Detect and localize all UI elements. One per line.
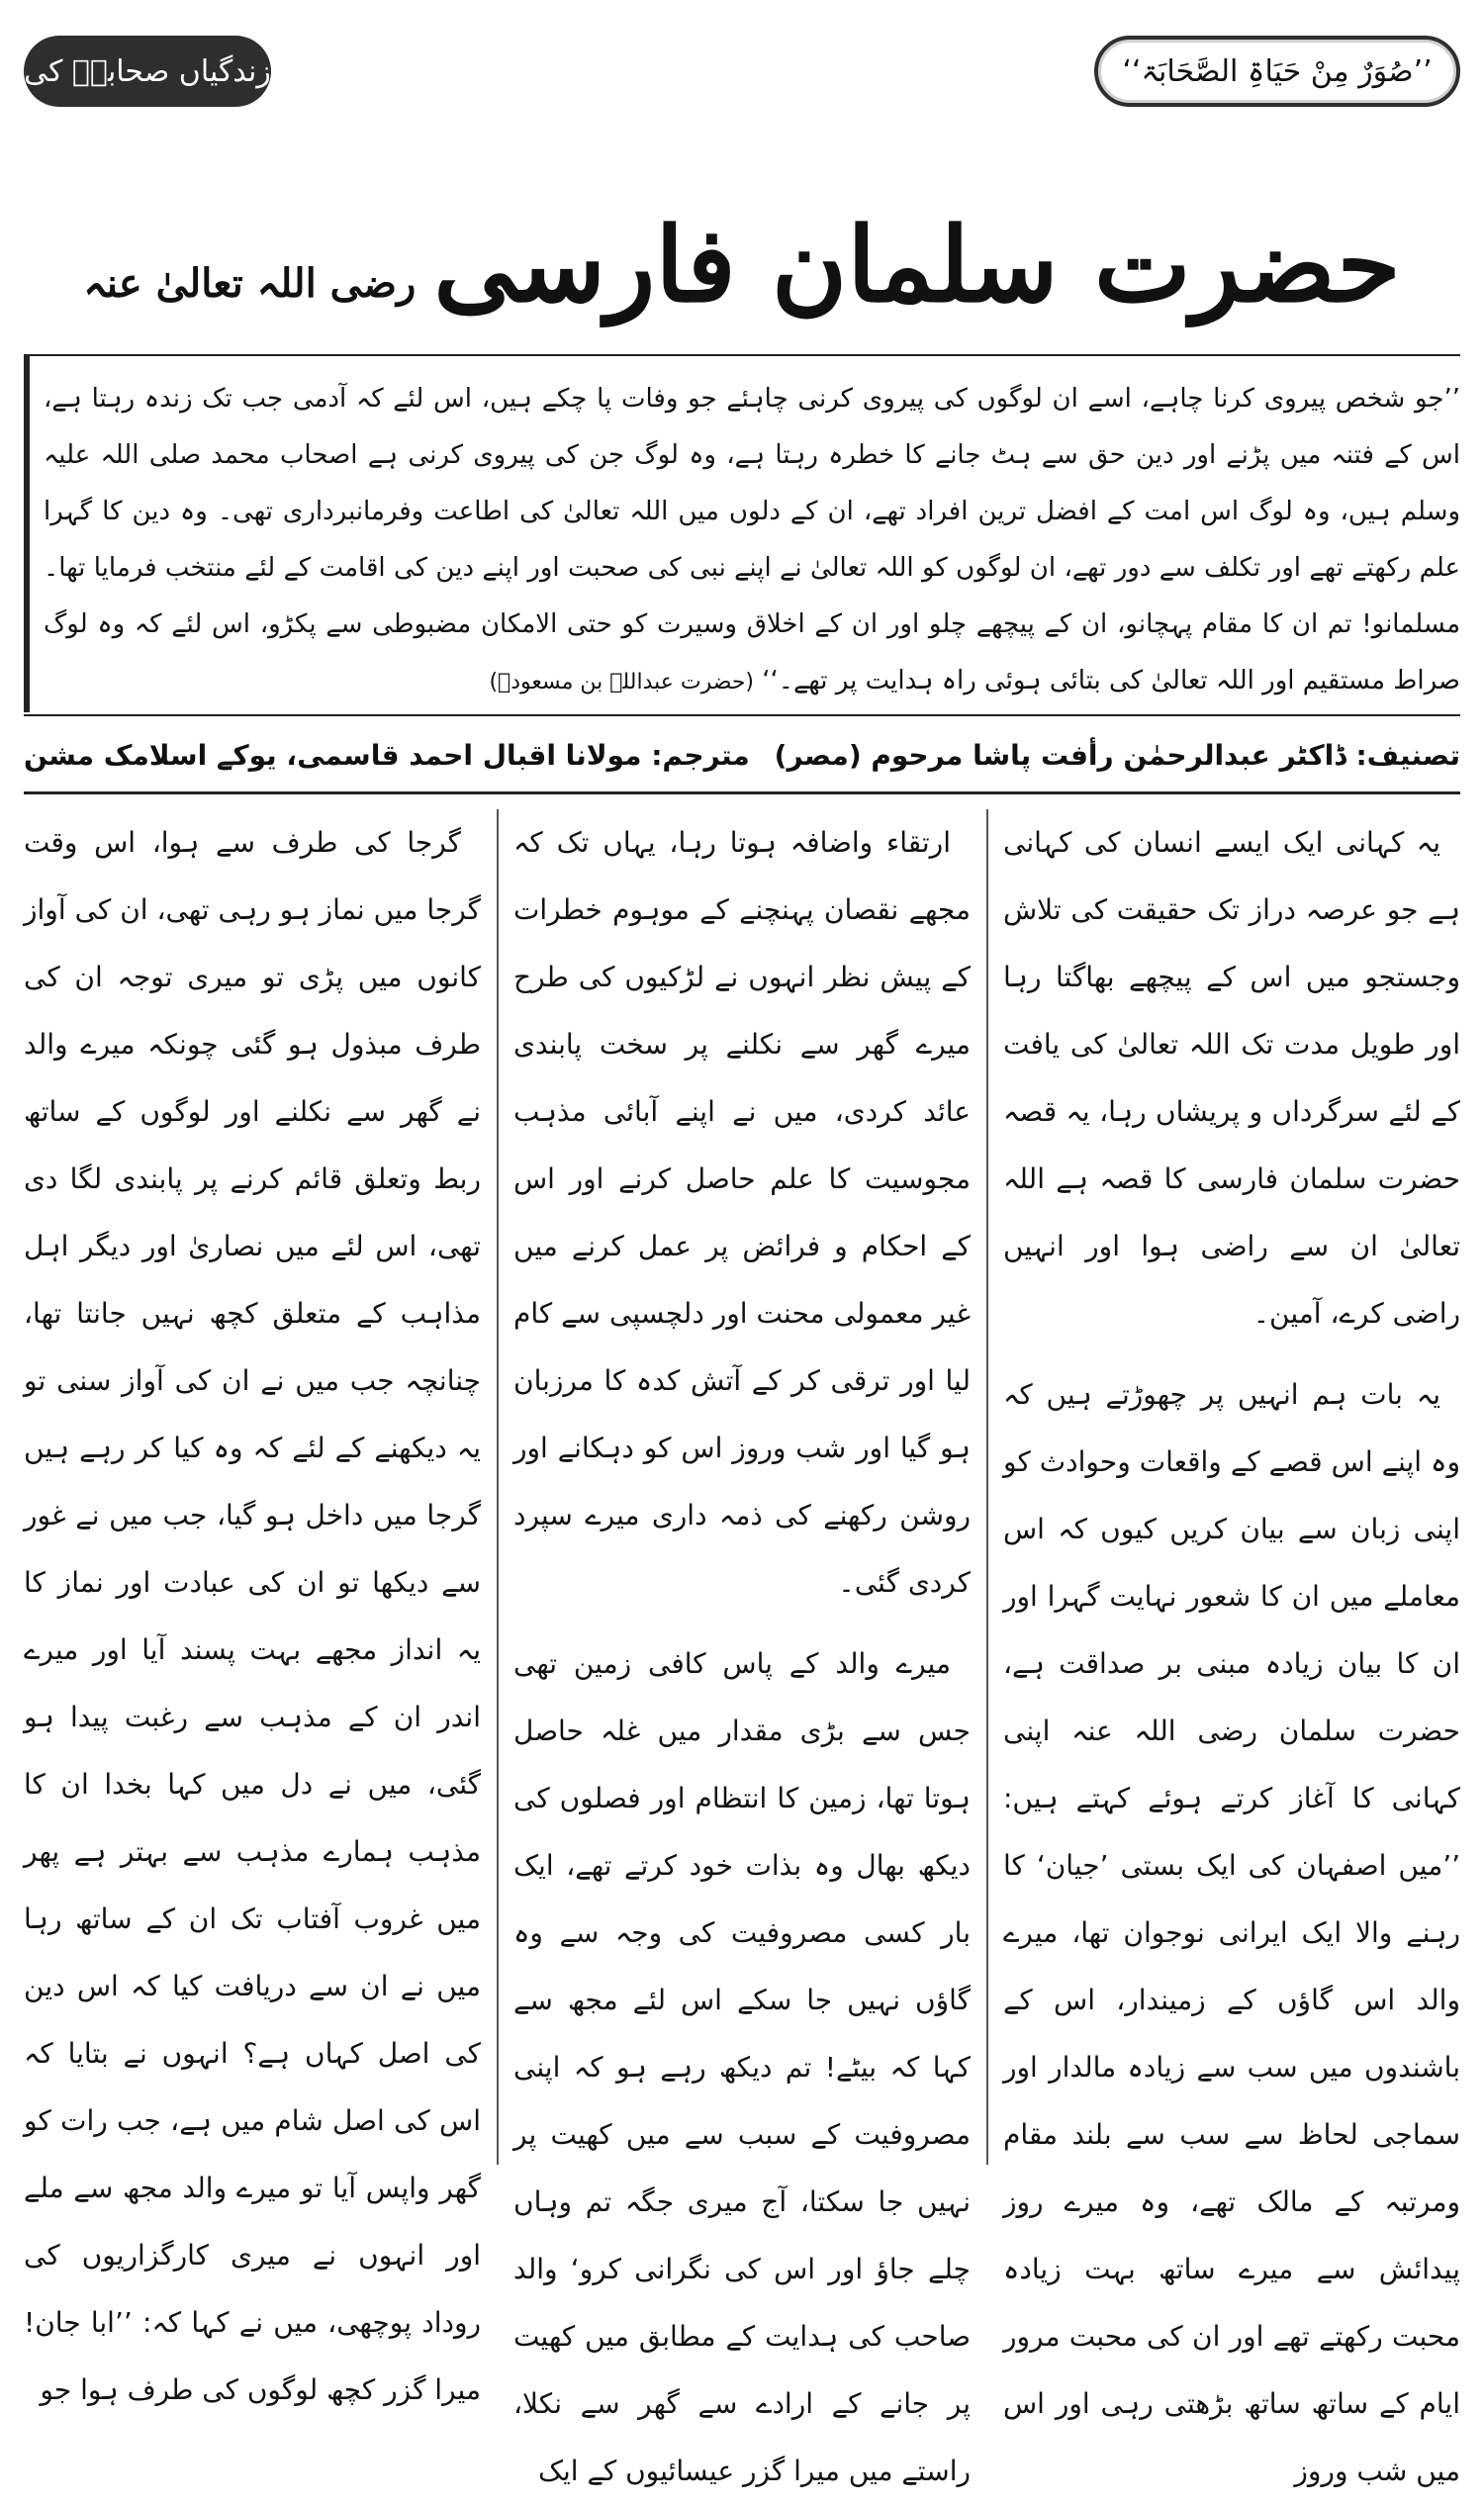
paragraph: یہ کہانی ایک ایسے انسان کی کہانی ہے جو عرصہ دراز تک حقیقت کی تلاش وجستجو میں اس کے پیچھے بھاگتا رہا اور طویل مدت تک اللہ تعالیٰ کی یافت کے لئے سرگرداں و پریشاں رہا، یہ قصہ حضرت سلمان فارسی کا قصہ ہے اللہ تعالیٰ ان سے راضی ہوا اور انہیں راضی کرے، آمین۔: [1003, 826, 1460, 1330]
title-honorific: رضی اللہ تعالیٰ عنہ: [83, 260, 417, 307]
series-badge-text: زندگیاں صحابہؓ کی: [24, 53, 271, 89]
credits-top-rule: [24, 714, 1460, 716]
quote-side-bar: [24, 354, 30, 712]
paragraph: یہ بات ہم انہیں پر چھوڑتے ہیں کہ وہ اپنے اس قصے کے واقعات وحوادث کو اپنی زبان سے بیان کریں کیوں کہ اس معاملے میں ان کا شعور نہایت گہرا اور ان کا بیان زیادہ مبنی بر صداقت ہے، حضرت سلمان رضی اللہ عنہ اپنی کہانی کا آغاز کرتے ہوئے کہتے ہیں: ’’میں اصفہان کی ایک بستی ’جیان‘ کا رہنے والا ایک ایرانی نوجوان تھا، میرے والد اس گاؤں کے زمیندار، اس کے باشندوں میں سب سے زیادہ مالدار اور سماجی لحاظ سے سب سے بلند مقام ومرتبہ کے مالک تھے، وہ میرے روز پیدائش سے میرے ساتھ بہت زیادہ محبت رکھتے تھے اور ان کی محبت مرور ایام کے ساتھ ساتھ بڑھتی رہی اور اس میں شب وروز: [1003, 1378, 1460, 2487]
author-credit: تصنیف: ڈاکٹر عبدالرحمٰن رأفت پاشا مرحوم (مصر): [774, 738, 1460, 772]
title-main: حضرت سلمان فارسی: [433, 204, 1401, 325]
translator-credit: مترجم: مولانا اقبال احمد قاسمی، یوکے اسلامک مشن: [24, 738, 750, 772]
column-middle: [513, 809, 971, 2487]
column-right: [1003, 809, 1460, 2487]
column-divider: [497, 809, 499, 2165]
series-badge: [24, 36, 271, 107]
quote-top-rule: [24, 354, 1460, 356]
column-divider: [986, 809, 988, 2165]
credits: [24, 730, 1460, 780]
quote-attribution: (حضرت عبداللہ بن مسعودؓ): [489, 670, 755, 695]
paragraph: میرے والد کے پاس کافی زمین تھی جس سے بڑی مقدار میں غلہ حاصل ہوتا تھا، زمین کا انتظام اور فصلوں کی دیکھ بھال وہ بذات خود کرتے تھے، ایک بار کسی مصروفیت کی وجہ سے وہ گاؤں نہیں جا سکے اس لئے مجھ سے کہا کہ بیٹے! تم دیکھ رہے ہو کہ اپنی مصروفیت کے سبب سے میں کھیت پر نہیں جا سکتا، آج میری جگہ تم وہاں چلے جاؤ اور اس کی نگرانی کرو‘ والد صاحب کی ہدایت کے مطابق میں کھیت پر جانے کے ارادے سے گھر سے نکلا، راستے میں میرا گزر عیسائیوں کے ایک: [513, 1647, 971, 2487]
quote-text: ’’جو شخص پیروی کرنا چاہے، اسے ان لوگوں کی پیروی کرنی چاہئے جو وفات پا چکے ہیں، اس لئے کہ آدمی جب تک زندہ رہتا ہے، اس کے فتنہ میں پڑنے اور دین حق سے ہٹ جانے کا خطرہ رہتا ہے، وہ لوگ جن کی پیروی کرنی ہے اصحاب محمد صلی اللہ علیہ وسلم ہیں، وہ لوگ اس امت کے افضل ترین افراد تھے، ان کے دلوں میں اللہ تعالیٰ کی اطاعت وفرمانبرداری تھی۔ وہ دین کا گہرا علم رکھتے تھے اور تکلف سے دور تھے، ان لوگوں کو اللہ تعالیٰ نے اپنے نبی کی صحبت اور اپنے دین کی اقامت کے لئے منتخب فرمایا تھا۔ مسلمانو! تم ان کا مقام پہچانو، ان کے پیچھے چلو اور ان کے اخلاق وسیرت کو حتی الامکان مضبوطی سے پکڑو، اس لئے کہ وہ لوگ صراط مستقیم اور اللہ تعالیٰ کی بتائی ہوئی راہ ہدایت پر تھے۔‘‘: [44, 384, 1460, 696]
credits-bottom-rule: [24, 791, 1460, 794]
column-left: [24, 809, 481, 2406]
paragraph: ارتقاء واضافہ ہوتا رہا، یہاں تک کہ مجھے نقصان پہنچنے کے موہوم خطرات کے پیش نظر انہوں نے لڑکیوں کی طرح میرے گھر سے نکلنے پر سخت پابندی عائد کردی، میں نے اپنے آبائی مذہب مجوسیت کا علم حاصل کرنے اور اس کے احکام و فرائض پر عمل کرنے میں غیر معمولی محنت اور دلچسپی سے کام لیا اور ترقی کر کے آتش کدہ کا مرزبان ہو گیا اور شب وروز اس کو دہکانے اور روشن رکھنے کی ذمہ داری میرے سپرد کردی گئی۔: [513, 826, 971, 1599]
section-badge: [1094, 36, 1460, 107]
opening-quote: [44, 371, 1460, 707]
section-badge-text: ’’صُوَرٌ مِنْ حَیَاۃِ الصَّحَابَۃ‘‘: [1122, 53, 1433, 89]
article-body: [24, 809, 1460, 2487]
paragraph: گرجا کی طرف سے ہوا، اس وقت گرجا میں نماز ہو رہی تھی، ان کی آواز کانوں میں پڑی تو میری توجہ ان کی طرف مبذول ہو گئی چونکہ میرے والد نے گھر سے نکلنے اور لوگوں کے ساتھ ربط وتعلق قائم کرنے پر پابندی لگا دی تھی، اس لئے میں نصاریٰ اور دیگر اہل مذاہب کے متعلق کچھ نہیں جانتا تھا، چنانچہ جب میں نے ان کی آواز سنی تو یہ دیکھنے کے لئے کہ وہ کیا کر رہے ہیں گرجا میں داخل ہو گیا، جب میں نے غور سے دیکھا تو ان کی عبادت اور نماز کا یہ انداز مجھے بہت پسند آیا اور میرے اندر ان کے مذہب سے رغبت پیدا ہو گئی، میں نے دل میں کہا بخدا ان کا مذہب ہمارے مذہب سے بہتر ہے پھر میں غروب آفتاب تک ان کے ساتھ رہا میں نے ان سے دریافت کیا کہ اس دین کی اصل کہاں ہے؟ انہوں نے بتایا کہ اس کی اصل شام میں ہے، جب رات کو گھر واپس آیا تو میرے والد مجھ سے ملے اور انہوں نے میری کارگزاریوں کی روداد پوچھی، میں نے کہا کہ: ’’ابا جان! میرا گزر کچھ لوگوں کی طرف ہوا جو: [24, 826, 481, 2406]
article-title: [0, 168, 1484, 325]
